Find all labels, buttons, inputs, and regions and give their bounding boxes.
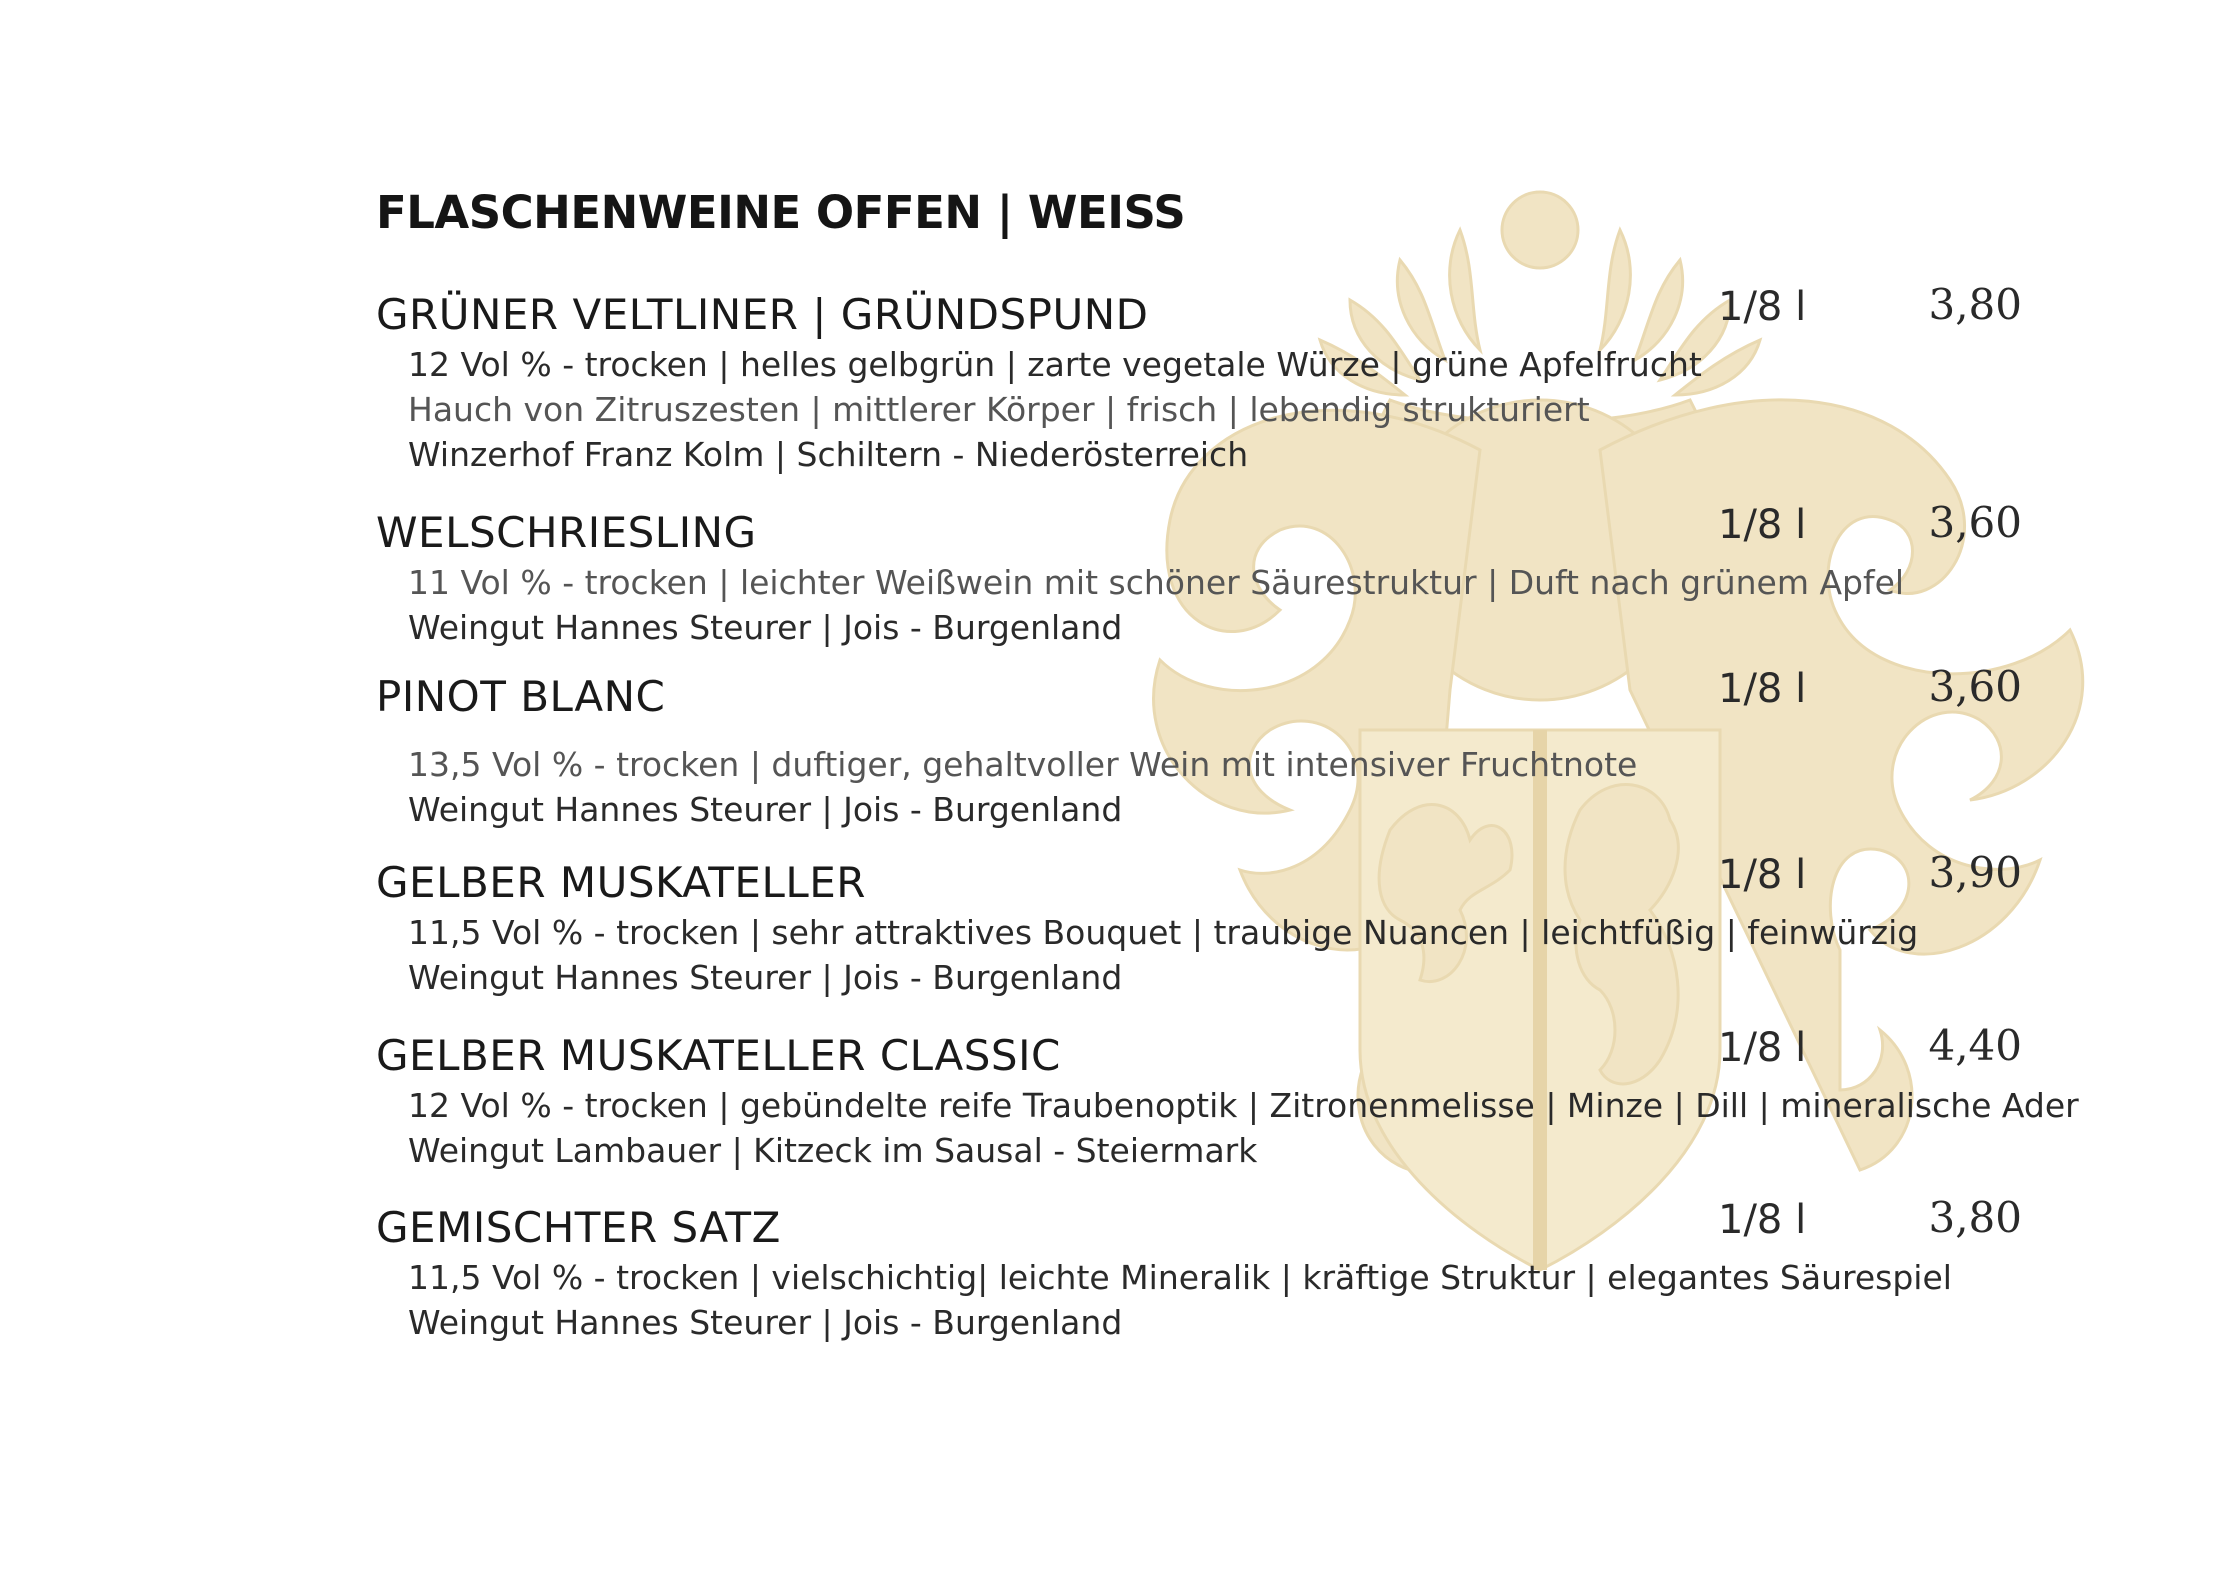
wine-producer: Weingut Hannes Steurer | Jois - Burgenland: [408, 958, 1123, 997]
wine-volume: 1/8 l: [1718, 852, 1807, 898]
wine-name: GELBER MUSKATELLER CLASSIC: [376, 1031, 1061, 1080]
wine-details: [408, 910, 1918, 1000]
wine-price: 4,40: [1928, 1021, 2022, 1070]
wine-name: GRÜNER VELTLINER | GRÜNDSPUND: [376, 290, 1149, 339]
wine-producer: Weingut Hannes Steurer | Jois - Burgenland: [408, 608, 1123, 647]
wine-detail-line: 11,5 Vol % - trocken | vielschichtig| leichte Mineralik | kräftige Struktur | elegantes Säurespiel: [408, 1258, 1952, 1297]
wine-price: 3,90: [1928, 848, 2022, 897]
wine-detail-line: Hauch von Zitruszesten | mittlerer Körper | frisch | lebendig strukturiert: [408, 390, 1590, 429]
wine-price: 3,80: [1928, 1193, 2022, 1242]
wine-name: PINOT BLANC: [376, 672, 666, 721]
wine-volume: 1/8 l: [1718, 1025, 1807, 1071]
wine-details: [408, 1255, 1952, 1345]
wine-detail-line: 12 Vol % - trocken | helles gelbgrün | zarte vegetale Würze | grüne Apfelfrucht: [408, 345, 1702, 384]
wine-details: [408, 560, 1904, 650]
wine-details: [408, 342, 1702, 477]
wine-volume: 1/8 l: [1718, 666, 1807, 712]
wine-producer: Weingut Hannes Steurer | Jois - Burgenland: [408, 1303, 1123, 1342]
wine-name: GELBER MUSKATELLER: [376, 858, 866, 907]
menu-title: FLASCHENWEINE OFFEN | WEISS: [376, 186, 1186, 239]
wine-producer: Weingut Hannes Steurer | Jois - Burgenland: [408, 790, 1123, 829]
wine-volume: 1/8 l: [1718, 284, 1807, 330]
wine-name: GEMISCHTER SATZ: [376, 1203, 781, 1252]
wine-price: 3,80: [1928, 280, 2022, 329]
wine-producer: Winzerhof Franz Kolm | Schiltern - Niederösterreich: [408, 435, 1249, 474]
wine-detail-line: 11 Vol % - trocken | leichter Weißwein mit schöner Säurestruktur | Duft nach grünem Apfel: [408, 563, 1905, 602]
wine-detail-line: 11,5 Vol % - trocken | sehr attraktives Bouquet | traubige Nuancen | leichtfüßig | feinwürzig: [408, 913, 1919, 952]
wine-producer: Weingut Lambauer | Kitzeck im Sausal - Steiermark: [408, 1131, 1258, 1170]
wine-details: [408, 1083, 2079, 1173]
wine-details: [408, 742, 1637, 832]
wine-volume: 1/8 l: [1718, 502, 1807, 548]
wine-detail-line: 12 Vol % - trocken | gebündelte reife Traubenoptik | Zitronenmelisse | Minze | Dill | mineralische Ader: [408, 1086, 2079, 1125]
wine-volume: 1/8 l: [1718, 1197, 1807, 1243]
wine-name: WELSCHRIESLING: [376, 508, 757, 557]
wine-detail-line: 13,5 Vol % - trocken | duftiger, gehaltvoller Wein mit intensiver Fruchtnote: [408, 745, 1638, 784]
wine-price: 3,60: [1928, 662, 2022, 711]
wine-price: 3,60: [1928, 498, 2022, 547]
